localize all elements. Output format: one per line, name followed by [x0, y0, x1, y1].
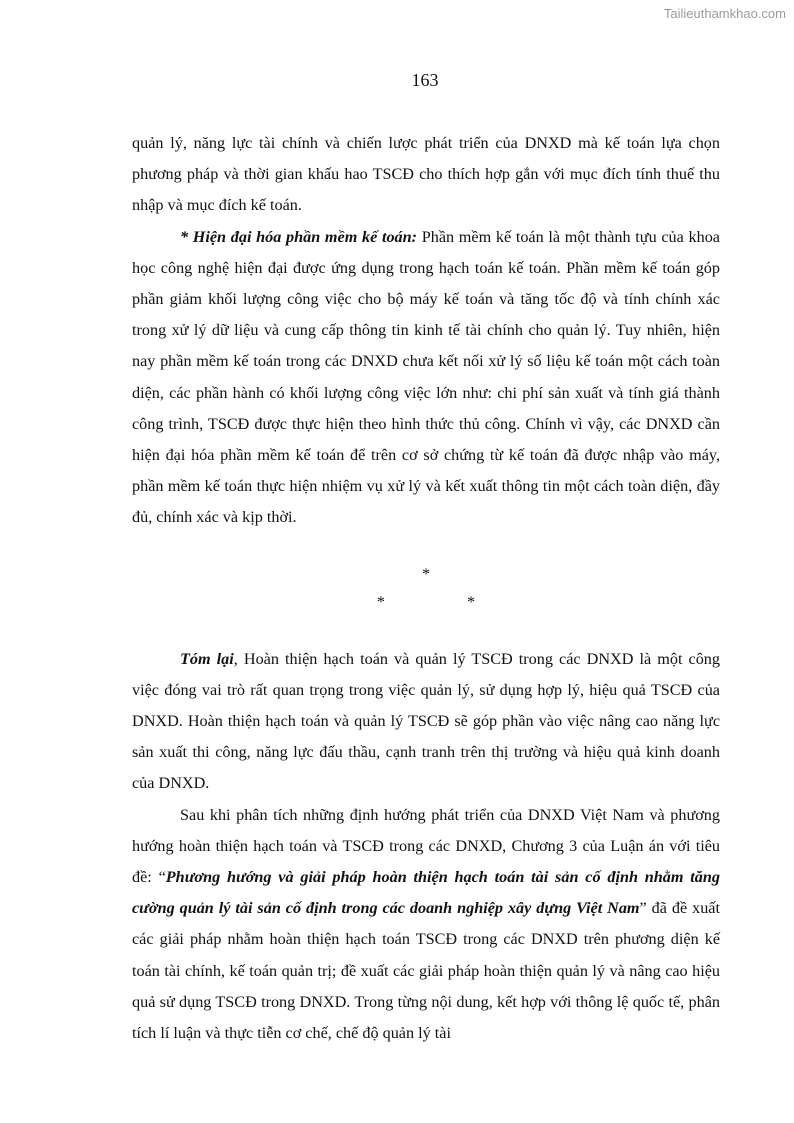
chapter-title: Phương hướng và giải pháp hoàn thiện hạch toán tài sản cố định nhằm tăng cường quản lý tài sản cố định trong các doanh nghiệp xây dựng Việt Nam — [132, 868, 720, 918]
watermark: Tailieuthamkhao.com — [663, 6, 786, 21]
document-body — [132, 128, 720, 1049]
paragraph-text: Sau khi phân tích những định hướng phát triển của DNXD Việt Nam và phương hướng hoàn thiện hạch toán và TSCĐ trong các DNXD, Chương 3 của Luận án với tiêu đề: “ — [132, 805, 720, 887]
paragraph-software — [132, 222, 720, 534]
separator-star-top: * — [421, 564, 431, 583]
paragraph-text: ” đã đề xuất các giải pháp nhằm hoàn thiện hạch toán TSCĐ trong các DNXD trên phương diện kế toán tài chính, kế toán quản trị; đề xuất các giải pháp hoàn thiện quản lý và nâng cao hiệu quả sử dụng TSCĐ trong DNXD. Trong từng nội dung, kết hợp với thông lệ quốc tế, phân tích lí luận và thực tiễn cơ chế, chế độ quản lý tài — [132, 899, 720, 1043]
page-number: 163 — [411, 70, 439, 90]
paragraph-continuation: quản lý, năng lực tài chính và chiến lược phát triển của DNXD mà kế toán lựa chọn phương pháp và thời gian khấu hao TSCĐ cho thích hợp gắn với mục đích tính thuế thu nhập và mục đích kế toán. — [132, 134, 720, 215]
paragraph-text: Phần mềm kế toán là một thành tựu của khoa học công nghệ hiện đại được ứng dụng trong hạch toán kế toán. Phần mềm kế toán góp phần giảm khối lượng công việc cho bộ máy kế toán và tăng tốc độ và tính chính xác trong xử lý dữ liệu và cung cấp thông tin kinh tế tài chính cho quản lý. Tuy nhiên, hiện nay phần mềm kế toán trong các DNXD chưa kết nối xử lý số liệu kế toán một cách toàn diện, các phần hành có khối lượng công việc lớn như: chi phí sản xuất và tính giá thành công trình, TSCĐ được thực hiện theo hình thức thủ công. Chính vì vậy, các DNXD cần hiện đại hóa phần mềm kế toán để trên cơ sở chứng từ kế toán đã được nhập vào máy, phần mềm kế toán thực hiện nhiệm vụ xử lý và kết xuất thông tin một cách toàn diện, đầy đủ, chính xác và kịp thời. — [132, 227, 720, 527]
summary-lead: Tóm lại — [180, 649, 234, 668]
paragraph-chapter-summary — [132, 800, 720, 1050]
section-separator — [132, 560, 720, 616]
paragraph-summary — [132, 644, 720, 800]
separator-stars-bottom: * * — [376, 592, 476, 611]
section-heading: * Hiện đại hóa phần mềm kế toán: — [180, 227, 418, 246]
paragraph-text: , Hoàn thiện hạch toán và quản lý TSCĐ trong các DNXD là một công việc đóng vai trò rất quan trọng trong việc quản lý, sử dụng hợp lý, hiệu quả TSCĐ của DNXD. Hoàn thiện hạch toán và quản lý TSCĐ sẽ góp phần vào việc nâng cao năng lực sản xuất thi công, năng lực đấu thầu, cạnh tranh trên thị trường và hiệu quả kinh doanh của DNXD. — [132, 649, 720, 793]
